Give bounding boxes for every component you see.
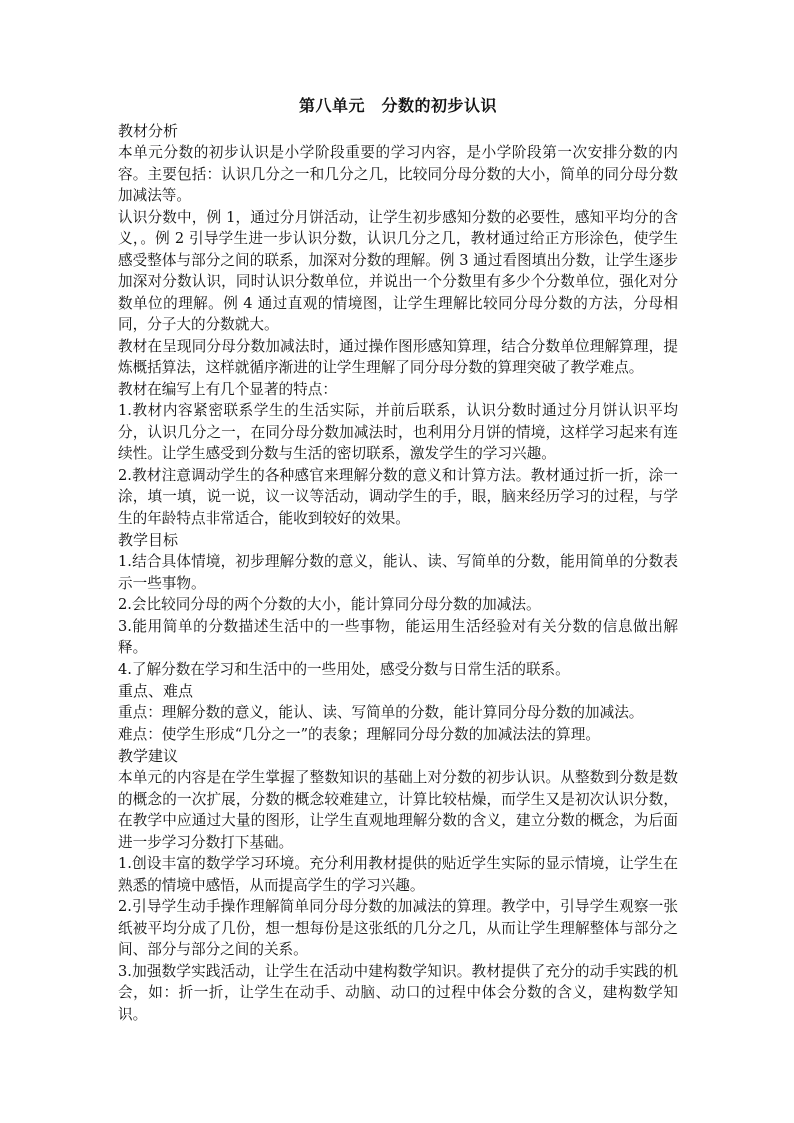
paragraph: 教材在呈现同分母分数加减法时，通过操作图形感知算理，结合分数单位理解算理，提炼概括算法，这样就循序渐进的让学生理解了同分母分数的算理突破了教学难点。 xyxy=(118,337,678,376)
paragraph: 4.了解分数在学习和生活中的一些用处，感受分数与日常生活的联系。 xyxy=(118,660,570,678)
paragraph: 1.创设丰富的数学学习环境。充分利用教材提供的贴近学生实际的显示情境，让学生在熟悉的情境中感悟，从而提高学生的学习兴趣。 xyxy=(118,855,678,894)
section-heading: 重点、难点 xyxy=(118,682,194,700)
paragraph: 2.引导学生动手操作理解简单同分母分数的加减法的算理。教学中，引导学生观察一张纸被平均分成了几份，想一想每份是这张纸的几分之几，从而让学生理解整体与部分之间、部分与部分之间的关系。 xyxy=(118,898,678,958)
section-teaching-suggestions xyxy=(118,745,678,1025)
paragraph: 本单元分数的初步认识是小学阶段重要的学习内容，是小学阶段第一次安排分数的内容。主要包括：认识几分之一和几分之几，比较同分母分数的大小，简单的同分母分数加减法等。 xyxy=(118,144,678,204)
section-material-analysis xyxy=(118,120,678,529)
paragraph: 3.加强数学实践活动，让学生在活动中建构数学知识。教材提供了充分的动手实践的机会，如：折一折，让学生在动手、动脑、动口的过程中体会分数的含义，建构数学知识。 xyxy=(118,962,678,1023)
paragraph: 2.教材注意调动学生的各种感官来理解分数的意义和计算方法。教材通过折一折，涂一涂，填一填，说一说，议一议等活动，调动学生的手，眼，脑来经历学习的过程，与学生的年龄特点非常适合，能收到较好的效果。 xyxy=(118,466,678,527)
section-heading: 教学目标 xyxy=(118,531,179,549)
paragraph: 教材在编写上有几个显著的特点： xyxy=(118,380,337,398)
section-heading: 教学建议 xyxy=(118,747,179,765)
document-title: 第八单元 分数的初步认识 xyxy=(298,96,497,115)
paragraph: 认识分数中，例 1，通过分月饼活动，让学生初步感知分数的必要性，感知平均分的含义，。例 2 引导学生进一步认识分数，认识几分之几，教材通过给正方形涂色，使学生感受整体与部分之间的联系，加深对分数的理解。例 3 通过看图填出分数，让学生逐步加深对分数认识，同时认识分数单位，并说出一个分数里有多少个分数单位，强化对分数单位的理解。例 4 通过直观的情境图，让学生理解比较同分母分数的方法，分母相同，分子大的分数就大。 xyxy=(118,208,678,333)
section-heading: 教材分析 xyxy=(118,122,179,140)
section-teaching-goals xyxy=(118,529,678,680)
paragraph: 重点：理解分数的意义，能认、读、写简单的分数，能计算同分母分数的加减法。 xyxy=(118,704,644,721)
paragraph: 难点：使学生形成“几分之一”的表象；理解同分母分数的加减法法的算理。 xyxy=(118,725,600,743)
section-key-points xyxy=(118,680,678,745)
paragraph: 本单元的内容是在学生掌握了整数知识的基础上对分数的初步认识。从整数到分数是数的概念的一次扩展，分数的概念较难建立，计算比较枯燥，而学生又是初次认识分数，在教学中应通过大量的图形，让学生直观地理解分数的含义，建立分数的概念，为后面进一步学习分数打下基础。 xyxy=(118,769,678,851)
paragraph: 1.教材内容紧密联系学生的生活实际，并前后联系，认识分数时通过分月饼认识平均分，认识几分之一，在同分母分数加减法时，也利用分月饼的情境，这样学习起来有连续性。让学生感受到分数与生活的密切联系，激发学生的学习兴趣。 xyxy=(118,402,678,462)
document-page xyxy=(118,96,678,1025)
paragraph: 2.会比较同分母的两个分数的大小，能计算同分母分数的加减法。 xyxy=(118,596,541,613)
paragraph: 3.能用简单的分数描述生活中的一些事物，能运用生活经验对有关分数的信息做出解释。 xyxy=(118,617,678,656)
paragraph: 1.结合具体情境，初步理解分数的意义，能认、读、写简单的分数，能用简单的分数表示一些事物。 xyxy=(118,553,678,592)
